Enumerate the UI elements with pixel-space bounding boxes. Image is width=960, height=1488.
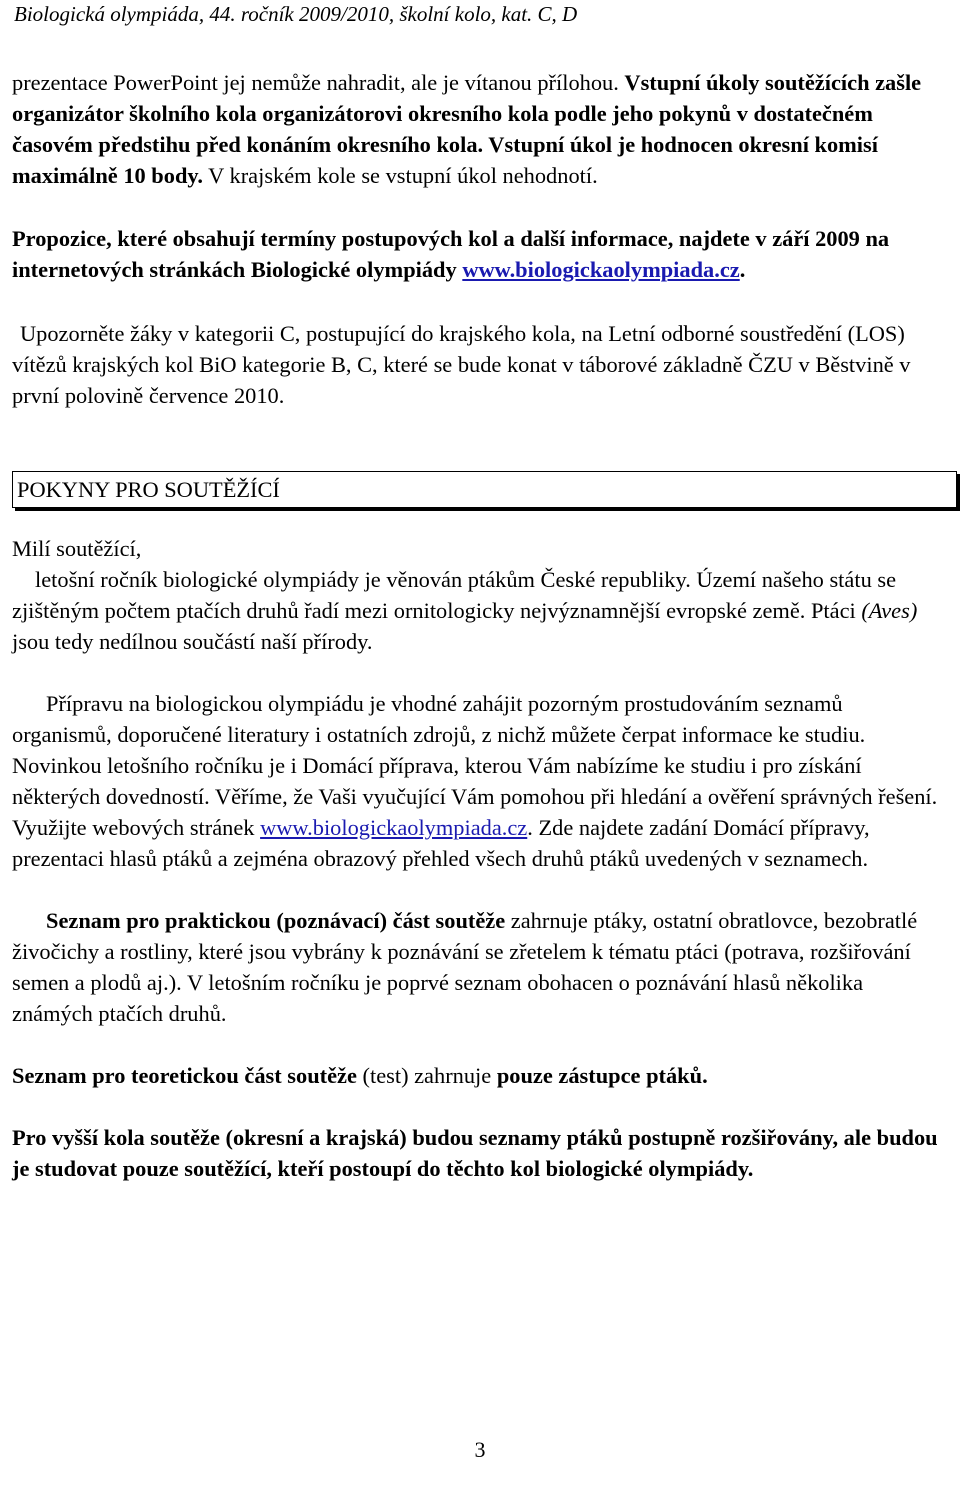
greeting: Milí soutěžící, — [12, 536, 142, 561]
aves-latin: (Aves) — [861, 598, 918, 623]
intro-text-end: V krajském kole se vstupní úkol nehodnotí. — [202, 163, 598, 188]
teoreticka-bold: Seznam pro teoretickou část soutěže — [12, 1063, 357, 1088]
intro-bold-text: Vstupní úkoly soutěžících zašle organizátor školního kola organizátorovi okresního kola podle jeho pokynů v dostatečném časovém předstihu před konáním okresního kola. Vstupní úkol je hodnocen okresní komisí maximálně 10 body. — [12, 70, 922, 188]
section-heading: POKYNY PRO SOUTĚŽÍCÍ — [12, 471, 957, 508]
birds-intro-text: letošní ročník biologické olympiády je věnován ptákům České republiky. Území našeho státu se zjištěným počtem ptačích druhů řadí mezi ornitologicky nejvýznamnější evropské země. Ptáci — [12, 567, 897, 623]
running-header: Biologická olympiáda, 44. ročník 2009/2010, školní kolo, kat. C, D — [14, 2, 578, 26]
prakticka-bold: Seznam pro praktickou (poznávací) část soutěže — [46, 908, 506, 933]
biologickaolympiada-link-2[interactable]: www.biologickaolympiada.cz — [260, 815, 528, 840]
priprava-text-end: . Zde najdete zadání Domácí přípravy, prezentaci hlasů ptáků a zejména obrazový přehled všech druhů ptáků uvedených v seznamech. — [12, 815, 870, 871]
intro-text: prezentace PowerPoint jej nemůže nahradit, ale je vítanou přílohou. — [12, 70, 625, 95]
teoreticka-paragraph — [12, 1060, 947, 1091]
document-body — [12, 67, 947, 1184]
vyssi-kola-paragraph: Pro vyšší kola soutěže (okresní a krajská) budou seznamy ptáků postupně rozšiřovány, ale budou je studovat pouze soutěžící, kteří postoupí do těchto kol biologické olympiády. — [12, 1125, 938, 1181]
teoreticka-bold-end: pouze zástupce ptáků. — [496, 1063, 708, 1088]
intro-paragraph — [12, 67, 947, 191]
biologickaolympiada-link[interactable]: www.biologickaolympiada.cz — [462, 257, 740, 282]
propozice-text: Propozice, které obsahují termíny postupových kol a další informace, najdete v září 2009 na internetových stránkách Biologické olympiády — [12, 226, 890, 282]
priprava-text: Přípravu na biologickou olympiádu je vhodné zahájit pozorným prostudováním seznamů organismů, doporučené literatury i ostatních zdrojů, z nichž můžete čerpat informace ke studiu. Novinkou letošního ročníku je i Domácí příprava, kterou Vám nabízíme ke studiu i pro získání některých dovedností. Věříme, že Vaši vyučující Vám pomohou při hledání a ověření správných řešení. Využijte webových stránek — [12, 691, 938, 840]
prakticka-paragraph — [12, 905, 947, 1029]
upozorneni-paragraph: Upozorněte žáky v kategorii C, postupující do krajského kola, na Letní odborné soustředění (LOS) vítězů krajských kol BiO kategorie B, C, které se bude konat v táborové základně ČZU v Běstvině v první polovině července 2010. — [12, 321, 911, 408]
prakticka-text: zahrnuje ptáky, ostatní obratlovce, bezobratlé živočichy a rostliny, které jsou vybrány k poznávání se zřetelem k tématu ptáci (potrava, rozšiřování semen a plodů aj.). V letošním ročníku je poprvé seznam obohacen o poznávání hlasů několika známých ptačích druhů. — [12, 908, 918, 1026]
propozice-period: . — [739, 257, 746, 282]
teoreticka-text: (test) zahrnuje — [356, 1063, 497, 1088]
priprava-paragraph — [12, 688, 947, 874]
page-number: 3 — [474, 1437, 486, 1462]
propozice-paragraph — [12, 223, 947, 285]
birds-intro-paragraph — [12, 564, 947, 657]
birds-intro-text-end: jsou tedy nedílnou součástí naší přírody. — [12, 629, 373, 654]
